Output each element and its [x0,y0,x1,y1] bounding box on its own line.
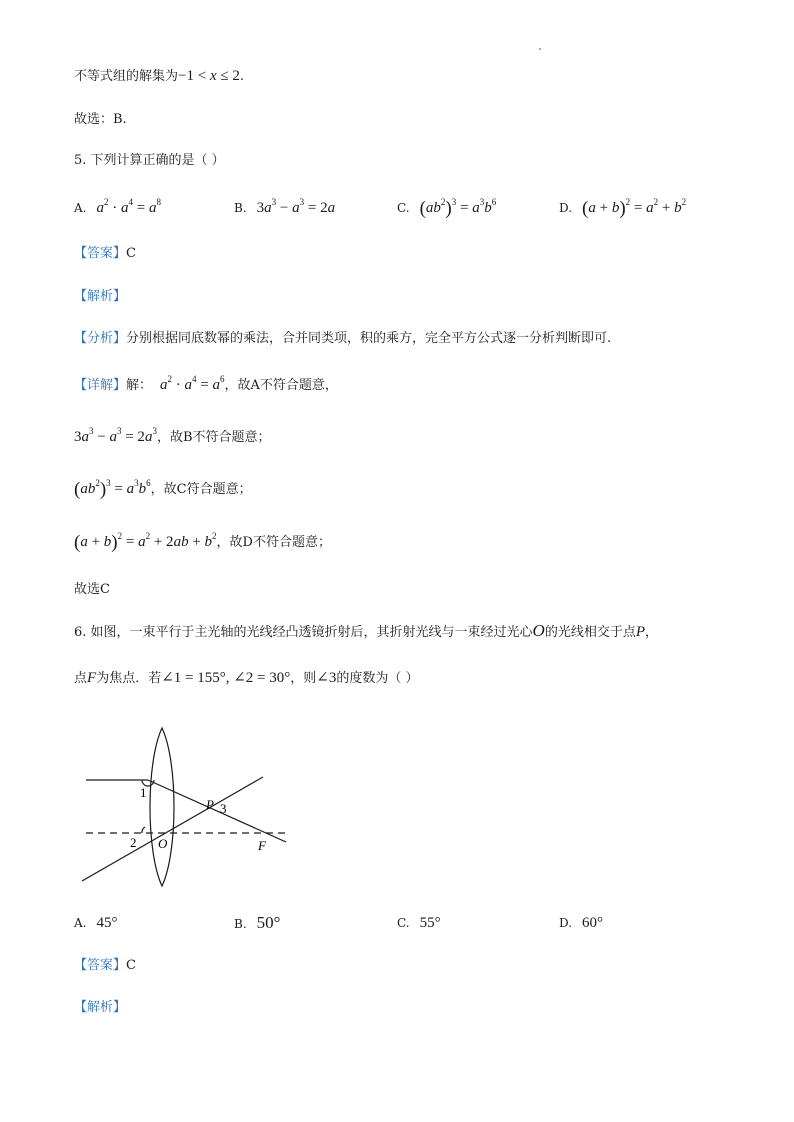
lens-figure [72,722,302,892]
q5-detail-d: $(a + b)^2 = a^2 + 2ab + b^2$，故D不符合题意； [74,531,331,553]
q5-detail-a: 【详解】解： $a^2 \cdot a^4 = a^6$，故A不符合题意， [74,374,338,393]
q6-analysis-tag: 【解析】 [74,1000,127,1015]
previous-choice: 故选：B. [74,112,127,127]
refracted-ray [148,780,286,842]
q6-option-d: D. 60° [559,915,604,931]
q5-stem: 5. 下列计算正确的是（ ） [74,153,225,168]
q5-detail-c: $(ab^2)^3 = a^3b^6$，故C符合题意； [74,478,252,500]
q5-option-a: A. $a^2 \cdot a^4 = a^8$ [74,197,161,216]
q5-answer: 【答案】C [74,246,136,261]
answer-tag: 【答案】 [74,246,127,261]
q5-detail-b: $3a^3 - a^3 = 2a^3$，故B不符合题意； [74,426,271,445]
q5-analysis-tag: 【解析】 [74,289,127,304]
q6-option-a: A. 45° [74,915,118,931]
figure-label-O: O [158,836,168,851]
figure-label-angle3: 3 [220,801,227,816]
convex-lens [150,728,174,886]
previous-solution-line: 不等式组的解集为−1 < x ≤ 2. [74,68,244,84]
q6-stem-line1: 6. 如图，一束平行于主光轴的光线经凸透镜折射后，其折射光线与一束经过光心O的光线相交于点P， [74,621,659,640]
q6-option-b: B. 50° [234,913,281,932]
ray-through-center [82,777,263,881]
q6-option-c: C. 55° [397,915,441,931]
figure-label-angle1: 1 [140,785,147,800]
q5-fenxi: 【分析】分别根据同底数幂的乘法，合并同类项，积的乘方，完全平方公式逐一分析判断即可. [74,331,612,346]
q6-answer: 【答案】C [74,958,136,973]
q5-option-b: B. $3a^3 - a^3 = 2a$ [234,197,336,216]
figure-label-angle2: 2 [130,835,137,850]
angle2-arc [142,827,145,833]
q5-conclusion: 故选C [74,582,110,597]
solution-inequality: −1 < x ≤ 2 [178,68,240,84]
scan-speck [539,48,541,50]
q5-option-d: D. $(a + b)^2 = a^2 + b^2$ [559,197,687,219]
figure-label-P: P [206,797,214,812]
answer-tag: 【答案】 [74,958,127,973]
q5-option-c: C. $(ab^2)^3 = a^3b^6$ [397,197,497,219]
figure-label-F: F [258,838,266,853]
q6-stem-line2: 点F为焦点．若∠1 = 155°, ∠2 = 30°，则∠3的度数为（ ） [74,670,419,686]
